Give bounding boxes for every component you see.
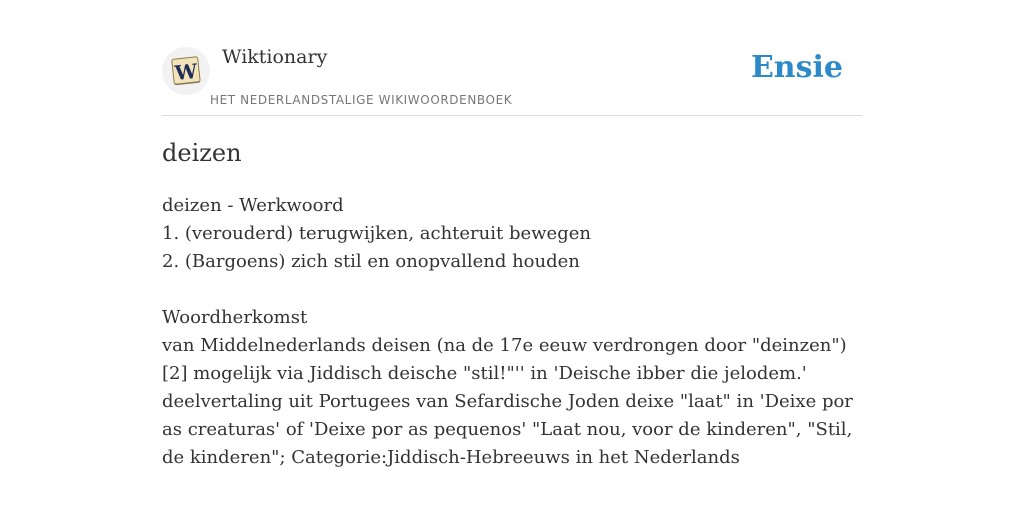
definition-2: 2. (Bargoens) zich stil en onopvallend houden [162, 251, 580, 272]
etymology-line-1: van Middelnederlands deisen (na de 17e eeuw verdrongen door "deinzen") [162, 335, 847, 356]
site-header [162, 44, 862, 116]
site-tagline: HET NEDERLANDSTALIGE WIKIWOORDENBOEK [210, 93, 513, 107]
entry-content [162, 192, 862, 472]
ensie-brand-link[interactable]: Ensie [750, 50, 843, 85]
etymology-heading: Woordherkomst [162, 307, 308, 328]
wiktionary-logo-icon [169, 54, 203, 88]
page-title: deizen [162, 139, 242, 167]
site-name[interactable]: Wiktionary [222, 46, 328, 68]
logo-letter: W [173, 58, 199, 86]
headword-line: deizen - Werkwoord [162, 195, 344, 216]
etymology-paragraph: deelvertaling uit Portugees van Sefardische Joden deixe "laat" in 'Deixe por as creaturas' of 'Deixe por as pequenos' "Laat nou, voor de kinderen", "Stil, de kinderen"; Categorie:Jiddisch-Hebreeuws in het Nederlands [162, 391, 853, 468]
wiktionary-logo[interactable] [162, 47, 210, 95]
section-gap [162, 276, 862, 304]
etymology-line-2: [2] mogelijk via Jiddisch deische "stil!"'' in 'Deische ibber die jelodem.' [162, 363, 807, 384]
definition-1: 1. (verouderd) terugwijken, achteruit bewegen [162, 223, 591, 244]
